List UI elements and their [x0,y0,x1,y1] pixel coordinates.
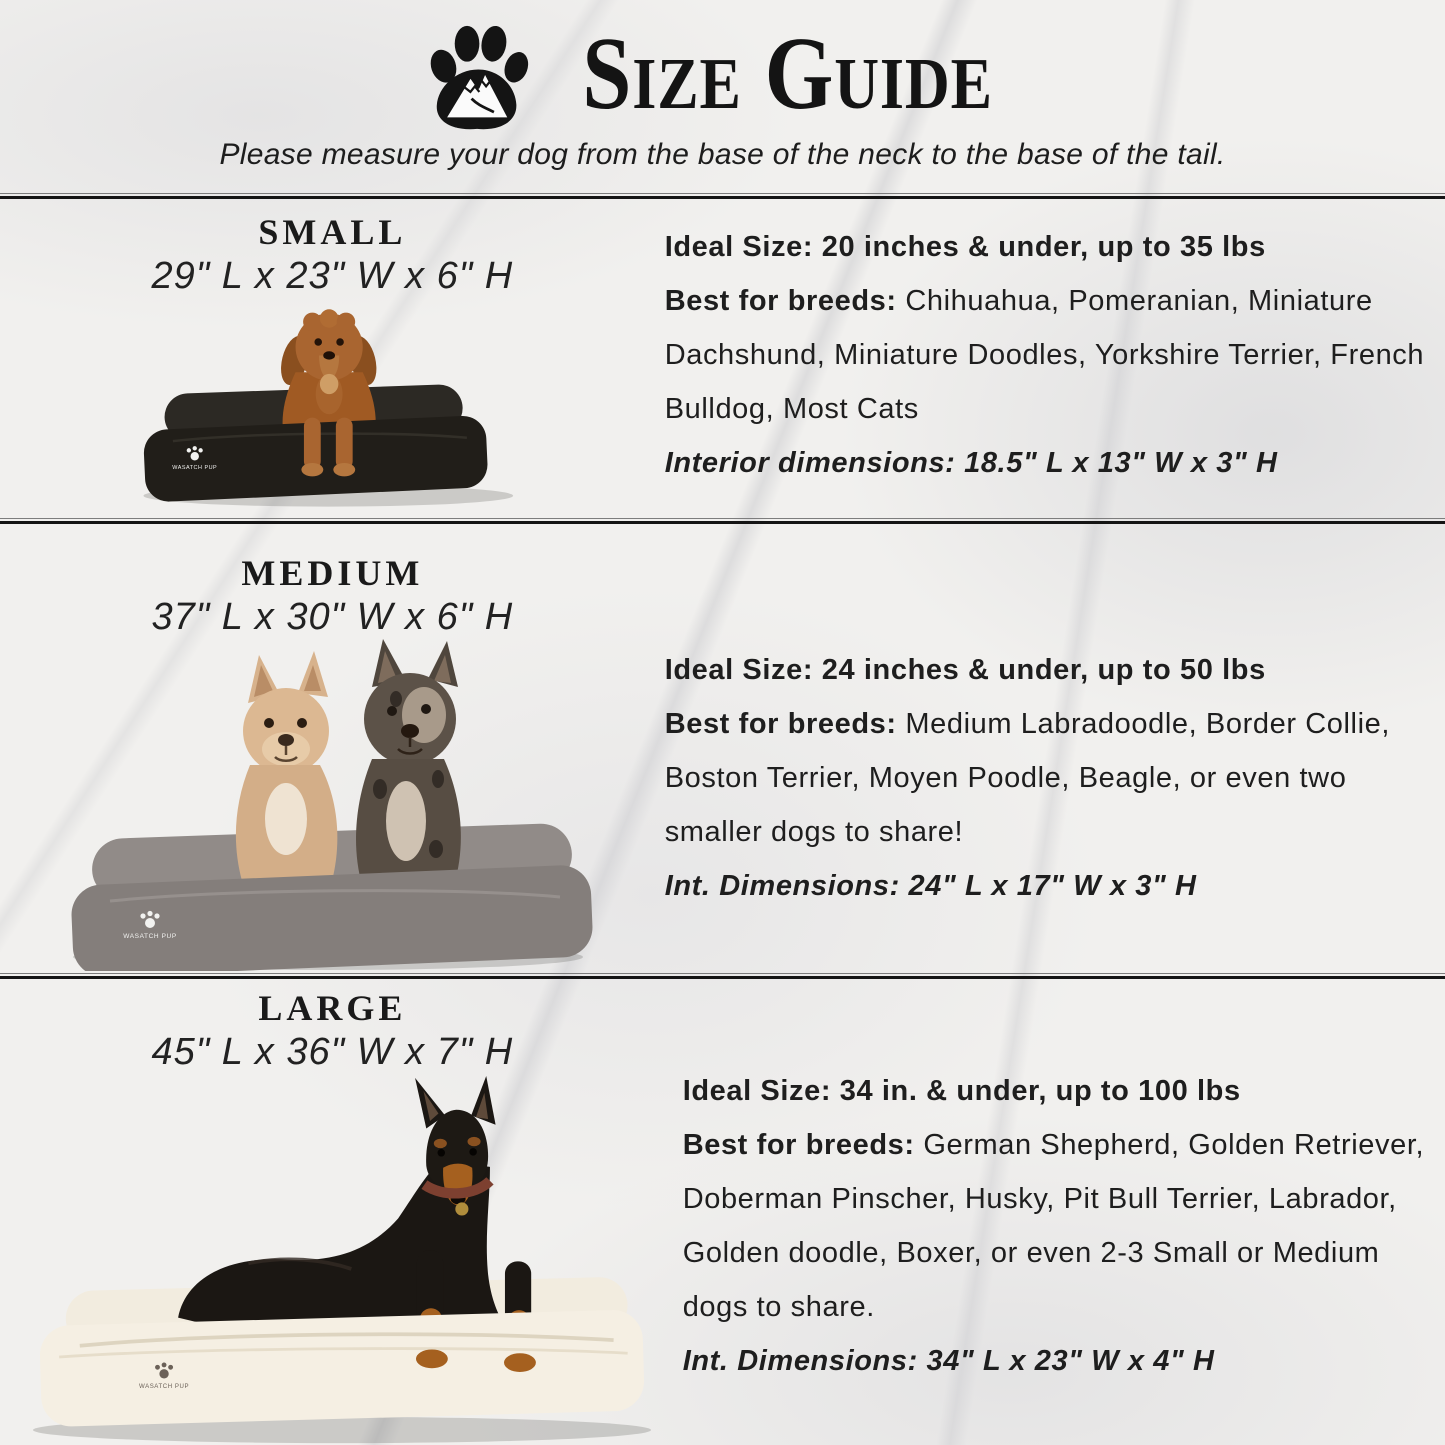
large-ideal-size: Ideal Size: 34 in. & under, up to 100 lbs [682,1075,1241,1107]
section-medium [0,524,1445,973]
small-bed-photo [80,300,585,510]
large-interior-dimensions: Int. Dimensions: 34" L x 23" W x 4" H [682,1344,1215,1377]
large-dog-paw [504,1353,536,1372]
title-row [0,0,1445,132]
header [0,0,1445,193]
section-small [0,199,1445,518]
large-outer-dimensions: 45" L x 36" W x 7" H [151,1031,514,1073]
large-size-name: LARGE [258,988,407,1028]
small-outer-dimensions: 29" L x 23" W x 6" H [151,255,514,297]
svg-text:WASATCH PUP: WASATCH PUP [123,933,177,940]
small-ideal-size: Ideal Size: 20 inches & under, up to 35 lbs [664,231,1266,263]
medium-left-column [0,524,665,973]
medium-outer-dimensions: 37" L x 30" W x 6" H [151,596,514,638]
measure-instruction: Please measure your dog from the base of the neck to the base of the tail. [219,138,1226,171]
medium-dog-cream-illustration [236,651,337,881]
medium-bed-photo [50,639,615,971]
svg-text:WASATCH PUP: WASATCH PUP [172,464,218,471]
large-bed-photo [6,1076,678,1445]
medium-details [665,524,1445,973]
medium-ideal-size: Ideal Size: 24 inches & under, up to 50 lbs [664,654,1266,686]
large-left-column [0,979,665,1445]
section-divider [0,973,1445,979]
small-size-name: SMALL [258,212,407,252]
large-dog-paw [416,1349,448,1368]
svg-text:WASATCH PUP: WASATCH PUP [139,1382,190,1390]
section-large [0,979,1445,1445]
medium-interior-dimensions: Int. Dimensions: 24" L x 17" W x 3" H [664,869,1197,902]
small-details [665,199,1445,518]
small-interior-dimensions: Interior dimensions: 18.5" L x 13" W x 3" H [664,446,1278,479]
large-details [665,979,1445,1445]
small-breeds: Best for breeds: Chihuahua, Pomeranian, Miniature Dachshund, Miniature Doodles, Yorkshire Terrier, French Bulldog, Most Cats [664,284,1425,425]
large-breeds: Best for breeds: German Shepherd, Golden Retriever, Doberman Pinscher, Husky, Pit Bull Terrier, Labrador, Golden doodle, Boxer, or even 2-3 Small or Medium dogs to share. [682,1128,1425,1323]
paw-mountain-logo-icon [416,18,536,130]
page-title: Size Guide [582,16,993,131]
small-left-column [0,199,665,518]
section-divider [0,518,1445,524]
section-divider [0,193,1445,199]
medium-breeds: Best for breeds: Medium Labradoodle, Border Collie, Boston Terrier, Moyen Poodle, Beagle, or even two smaller dogs to share! [664,707,1391,848]
medium-dog-merle-illustration [356,639,461,885]
medium-size-name: MEDIUM [241,553,424,593]
